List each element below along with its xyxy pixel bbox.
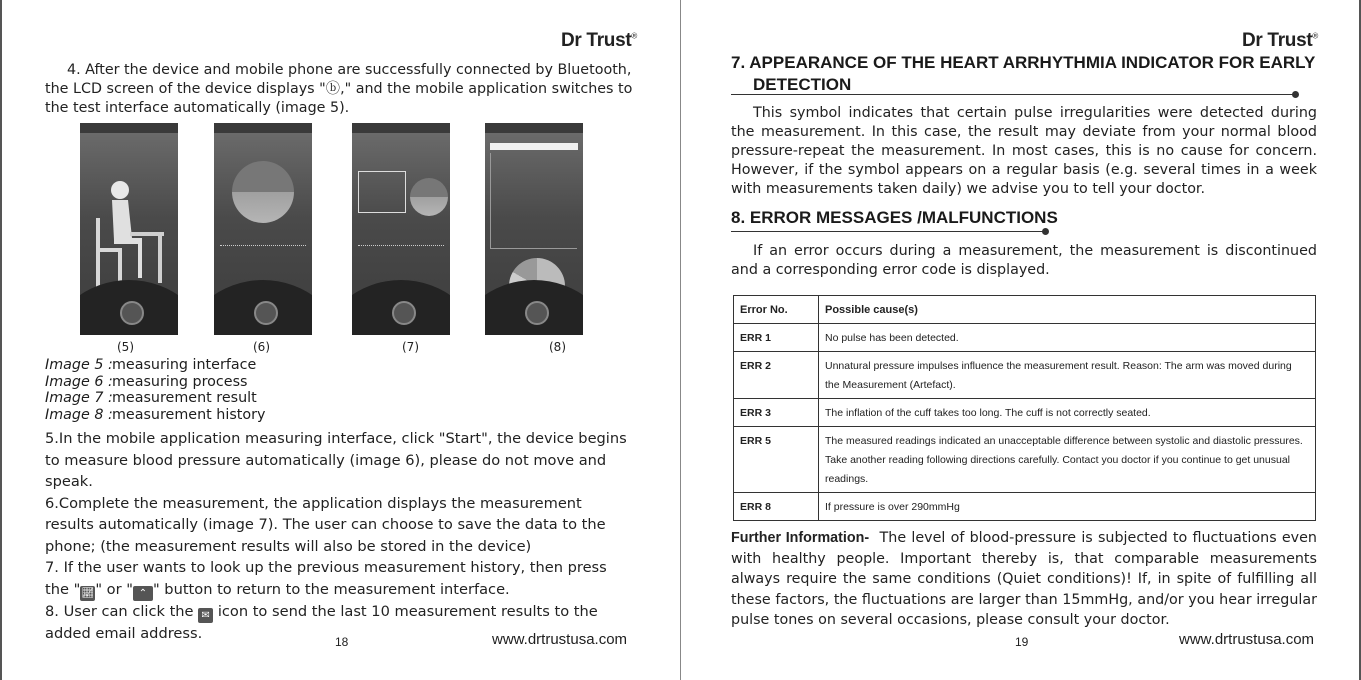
error-code: ERR 5 xyxy=(734,427,819,493)
step-5-paragraph: 5.In the mobile application measuring interface, click "Start", the device begins to measure blood pressure automatically (image 6), please do not move and speak. xyxy=(45,430,627,490)
image-number-7: (7) xyxy=(402,340,419,354)
phone-screenshot-8 xyxy=(485,123,583,335)
error-code: ERR 2 xyxy=(734,352,819,399)
error-cause: No pulse has been detected. xyxy=(819,324,1316,352)
rule-dot xyxy=(1292,91,1299,98)
page-number: 19 xyxy=(1015,635,1029,649)
seated-person-illustration xyxy=(92,178,164,293)
further-information-label: Further Information- xyxy=(731,530,870,546)
section-7-title: 7. APPEARANCE OF THE HEART ARRHYTHMIA INDICATOR FOR EARLY DETECTION xyxy=(731,53,1316,94)
section-8-rule xyxy=(731,231,1043,232)
column-header: Error No. xyxy=(734,296,819,324)
step-8-paragraph: 8. User can click the ✉ icon to send the last 10 measurement results to the added email address. xyxy=(45,602,598,642)
image-legend xyxy=(45,357,265,423)
table-row xyxy=(734,324,1316,352)
image-number-8: (8) xyxy=(549,340,566,354)
section-7-rule xyxy=(731,94,1293,95)
left-page xyxy=(0,0,680,680)
app-screenshots xyxy=(80,123,600,335)
footer-url: www.drtrustusa.com xyxy=(1179,631,1315,648)
legend-item: Image 8 :measurement history xyxy=(45,406,266,423)
phone-screenshot-5 xyxy=(80,123,178,335)
page-number: 18 xyxy=(335,635,349,649)
legend-item: Image 6 :measuring process xyxy=(45,373,248,390)
step-6-paragraph: 6.Complete the measurement, the application displays the measurement results automatically (image 7). The user can choose to save the data to the phone; (the measurement results will also be stored in the device) xyxy=(45,494,606,555)
chevron-up-icon: ⌃ xyxy=(133,586,153,601)
table-row xyxy=(734,352,1316,399)
table-row xyxy=(734,399,1316,427)
brand-logo: Dr Trust® xyxy=(560,30,637,51)
step-4-paragraph: 4. After the device and mobile phone are successfully connected by Bluetooth, the LCD screen of the device displays "ⓑ," and the mobile application switches to the test interface automatically (image 5). xyxy=(45,62,633,116)
chart-icon: 📈︎ xyxy=(81,587,95,599)
error-code: ERR 8 xyxy=(734,493,819,521)
rule-dot xyxy=(1042,228,1049,235)
step-7-paragraph: 7. If the user wants to look up the previous measurement history, then press the "📈︎" or " ⌃ " button to return to the measurement interface. xyxy=(45,559,607,599)
error-cause: The inflation of the cuff takes too long. The cuff is not correctly seated. xyxy=(819,399,1316,427)
brand-logo: Dr Trust® xyxy=(1241,30,1318,51)
phone-screenshot-7 xyxy=(352,123,450,335)
legend-item: Image 7 :measurement result xyxy=(45,390,257,406)
error-cause: The measured readings indicated an unacceptable difference between systolic and diastolic pressures. Take another reading following directions carefully. Contact you doctor if you continue to get unusual readings. xyxy=(819,427,1316,493)
legend-item: Image 5 :measuring interface xyxy=(45,357,257,373)
footer-url: www.drtrustusa.com xyxy=(492,631,628,648)
table-header-row xyxy=(734,296,1316,324)
phone-screenshot-6 xyxy=(214,123,312,335)
image-number-6: (6) xyxy=(253,340,270,354)
error-table xyxy=(733,295,1316,521)
image-number-5: (5) xyxy=(117,340,134,354)
steps-5-to-8 xyxy=(45,428,635,644)
error-code: ERR 1 xyxy=(734,324,819,352)
error-code: ERR 3 xyxy=(734,399,819,427)
column-header: Possible cause(s) xyxy=(819,296,1316,324)
mail-icon: ✉ xyxy=(198,608,213,623)
section-7-body: This symbol indicates that certain pulse irregularities were detected during the measurement. In this case, the result may deviate from your normal blood pressure-repeat the measurement. In most cases, this is no cause for concern. However, if the symbol appears on a regular basis (e.g. several times in a week with measurements taken daily) we advise you to tell your doctor. xyxy=(731,105,1317,197)
section-8-body: If an error occurs during a measurement, the measurement is discontinued and a corresponding error code is displayed. xyxy=(731,243,1317,278)
bluetooth-symbol: ⓑ xyxy=(325,81,341,97)
table-row xyxy=(734,427,1316,493)
table-row xyxy=(734,493,1316,521)
further-information: Further Information- The level of blood-pressure is subjected to fluctuations even with healthy people. Important thereby is, that comparable measurements always require the same conditions (Quiet conditions)! If, in spite of fulfilling all these factors, the fluctuations are larger than 15mmHg, and/or you hear irregular pulse tones on several occasions, please consult your doctor. xyxy=(731,530,1317,628)
error-cause: Unnatural pressure impulses influence the measurement result. Reason: The arm was moved during the Measurement (Artefact). xyxy=(819,352,1316,399)
section-8-title: 8. ERROR MESSAGES /MALFUNCTIONS xyxy=(731,208,1058,227)
error-cause: If pressure is over 290mmHg xyxy=(819,493,1316,521)
